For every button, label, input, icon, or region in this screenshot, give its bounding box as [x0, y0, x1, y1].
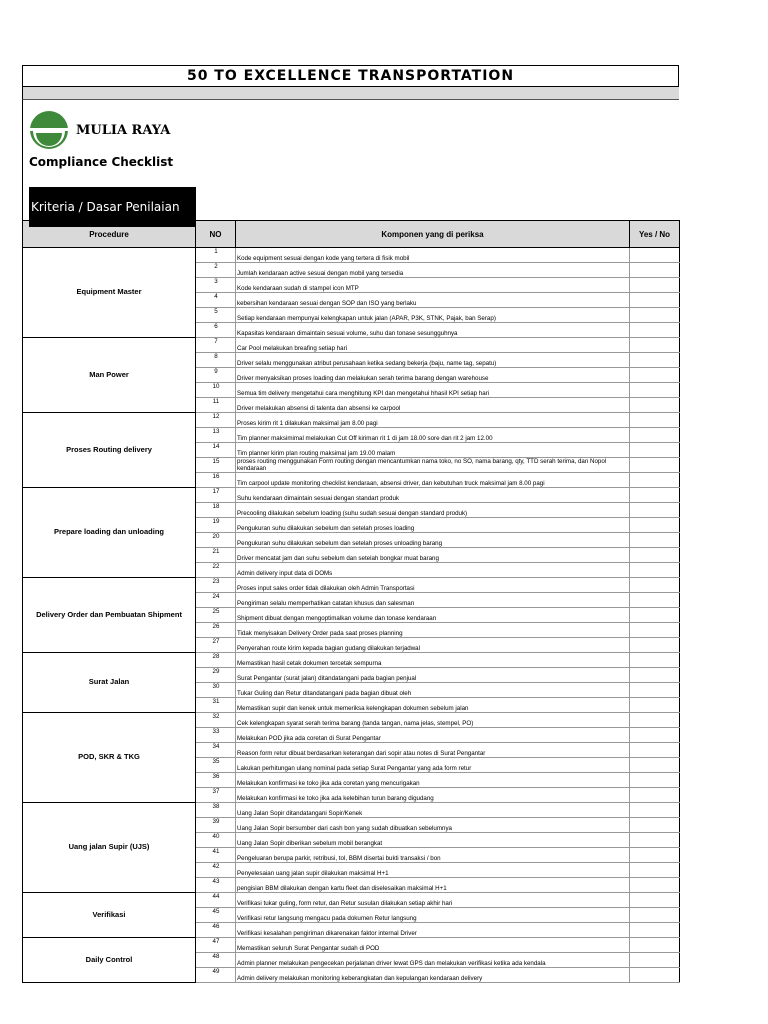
item-number: 2 [196, 263, 236, 278]
yes-no-cell[interactable] [630, 653, 680, 668]
item-number: 39 [196, 818, 236, 833]
item-description: Memastikan supir dan kenek untuk memeriksa kelengkapan dokumen sebelum jalan [236, 698, 630, 713]
item-description: Pengiriman selalu memperhatikan catatan khusus dan salesman [236, 593, 630, 608]
item-description: Reason form retur dibuat berdasarkan keterangan dari sopir atau notes di Surat Pengantar [236, 743, 630, 758]
yes-no-cell[interactable] [630, 578, 680, 593]
criteria-label: Kriteria / Dasar Penilaian [29, 187, 196, 227]
column-header-yes-no: Yes / No [630, 221, 680, 248]
yes-no-cell[interactable] [630, 803, 680, 818]
yes-no-cell[interactable] [630, 263, 680, 278]
item-number: 23 [196, 578, 236, 593]
yes-no-cell[interactable] [630, 878, 680, 893]
item-number: 49 [196, 968, 236, 983]
item-description: Jumlah kendaraan active sesuai dengan mobil yang tersedia [236, 263, 630, 278]
item-number: 11 [196, 398, 236, 413]
item-description: Driver selalu menggunakan atribut perusahaan ketika sedang bekerja (baju, name tag, sepatu) [236, 353, 630, 368]
table-row [23, 938, 680, 953]
item-number: 10 [196, 383, 236, 398]
item-number: 1 [196, 248, 236, 263]
item-description: Memastikan seluruh Surat Pengantar sudah di POD [236, 938, 630, 953]
yes-no-cell[interactable] [630, 443, 680, 458]
yes-no-cell[interactable] [630, 248, 680, 263]
table-row [23, 713, 680, 728]
checklist-sheet [22, 65, 679, 983]
item-description: Penyelesaian uang jalan supir dilakukan maksimal H+1 [236, 863, 630, 878]
item-number: 29 [196, 668, 236, 683]
item-number: 30 [196, 683, 236, 698]
item-number: 42 [196, 863, 236, 878]
item-number: 20 [196, 533, 236, 548]
table-row [23, 803, 680, 818]
table-row [23, 578, 680, 593]
procedure-cell: Prepare loading dan unloading [23, 488, 196, 578]
yes-no-cell[interactable] [630, 293, 680, 308]
item-number: 37 [196, 788, 236, 803]
yes-no-cell[interactable] [630, 518, 680, 533]
procedure-cell: Proses Routing delivery [23, 413, 196, 488]
item-description: Proses input sales order tidak dilakukan oleh Admin Transportasi [236, 578, 630, 593]
item-number: 26 [196, 623, 236, 638]
item-number: 25 [196, 608, 236, 623]
yes-no-cell[interactable] [630, 488, 680, 503]
item-number: 45 [196, 908, 236, 923]
item-number: 14 [196, 443, 236, 458]
item-description: Admin delivery melakukan monitoring keberangkatan dan kepulangan kendaraan delivery [236, 968, 630, 983]
item-description: pengisian BBM dilakukan dengan kartu fleet dan diselesaikan maksimal H+1 [236, 878, 630, 893]
item-number: 8 [196, 353, 236, 368]
yes-no-cell[interactable] [630, 278, 680, 293]
item-number: 46 [196, 923, 236, 938]
yes-no-cell[interactable] [630, 848, 680, 863]
item-description: Pengukuran suhu dilakukan sebelum dan setelah proses loading [236, 518, 630, 533]
item-description: Shipment dibuat dengan mengoptimalkan volume dan tonase kendaraan [236, 608, 630, 623]
title-divider [22, 86, 679, 100]
item-number: 34 [196, 743, 236, 758]
sheet-title: 50 TO EXCELLENCE TRANSPORTATION [22, 65, 679, 86]
yes-no-cell[interactable] [630, 863, 680, 878]
item-number: 44 [196, 893, 236, 908]
yes-no-cell[interactable] [630, 833, 680, 848]
yes-no-cell[interactable] [630, 638, 680, 653]
item-number: 3 [196, 278, 236, 293]
column-header-procedure: Procedure [23, 221, 196, 248]
item-description: proses routing menggunakan Form routing dengan mencantumkan nama toko, no SO, nama barang, qty, TTD serah terima, dan Nopol kendaraan [236, 458, 630, 473]
item-description: Driver menyaksikan proses loading dan melakukan serah terima barang dengan warehouse [236, 368, 630, 383]
item-description: Melakukan konfirmasi ke toko jika ada kelebihan turun barang digudang [236, 788, 630, 803]
yes-no-cell[interactable] [630, 533, 680, 548]
yes-no-cell[interactable] [630, 938, 680, 953]
header-area [22, 100, 679, 220]
table-row [23, 338, 680, 353]
item-description: kebersihan kendaraan sesuai dengan SOP dan ISO yang berlaku [236, 293, 630, 308]
item-description: Setiap kendaraan mempunyai kelengkapan untuk jalan (APAR, P3K, STNK, Pajak, ban Serap) [236, 308, 630, 323]
item-number: 21 [196, 548, 236, 563]
yes-no-cell[interactable] [630, 608, 680, 623]
yes-no-cell[interactable] [630, 743, 680, 758]
yes-no-cell[interactable] [630, 503, 680, 518]
procedure-cell: Man Power [23, 338, 196, 413]
yes-no-cell[interactable] [630, 683, 680, 698]
item-number: 47 [196, 938, 236, 953]
yes-no-cell[interactable] [630, 398, 680, 413]
item-description: Tim planner kirim plan routing maksimal jam 19.00 malam [236, 443, 630, 458]
item-description: Uang Jalan Sopir bersumber dari cash bon yang sudah dibuatkan sebelumnya [236, 818, 630, 833]
item-description: Penyerahan route kirim kepada bagian gudang dilakukan terjadwal [236, 638, 630, 653]
checklist-subtitle: Compliance Checklist [29, 155, 174, 169]
item-description: Kode kendaraan sudah di stampel icon MTP [236, 278, 630, 293]
item-description: Melakukan POD jika ada coretan di Surat Pengantar [236, 728, 630, 743]
yes-no-cell[interactable] [630, 458, 680, 473]
item-description: Proses kirim rit 1 dilakukan maksimal jam 8.00 pagi [236, 413, 630, 428]
yes-no-cell[interactable] [630, 308, 680, 323]
item-number: 36 [196, 773, 236, 788]
item-description: Driver melakukan absensi di talenta dan absensi ke carpool [236, 398, 630, 413]
yes-no-cell[interactable] [630, 728, 680, 743]
item-description: Verifikasi tukar guling, form retur, dan Retur susulan dilakukan setiap akhir hari [236, 893, 630, 908]
column-header-component: Komponen yang di periksa [236, 221, 630, 248]
column-header-no: NO [196, 221, 236, 248]
item-number: 22 [196, 563, 236, 578]
item-description: Semua tim delivery mengetahui cara menghitung KPI dan mengetahui hhasil KPI setiap hari [236, 383, 630, 398]
item-number: 28 [196, 653, 236, 668]
yes-no-cell[interactable] [630, 818, 680, 833]
table-row [23, 248, 680, 263]
item-description: Verifikasi retur langsung mengacu pada dokumen Retur langsung [236, 908, 630, 923]
item-number: 17 [196, 488, 236, 503]
item-description: Tim carpool update monitoring checklist kendaraan, absensi driver, dan kebutuhan truck maksimal jam 8.00 pagi [236, 473, 630, 488]
table-row [23, 893, 680, 908]
yes-no-cell[interactable] [630, 893, 680, 908]
item-number: 35 [196, 758, 236, 773]
item-number: 40 [196, 833, 236, 848]
yes-no-cell[interactable] [630, 338, 680, 353]
item-number: 13 [196, 428, 236, 443]
item-description: Tim planner maksimimal melakukan Cut Off kiriman rit 1 di jam 18.00 sore dan rit 2 jam 12.00 [236, 428, 630, 443]
procedure-cell: Surat Jalan [23, 653, 196, 713]
item-description: Uang Jalan Sopir diberikan sebelum mobil berangkat [236, 833, 630, 848]
yes-no-cell[interactable] [630, 563, 680, 578]
table-body [23, 248, 680, 983]
item-description: Surat Pengantar (surat jalan) ditandatangani pada bagian penjual [236, 668, 630, 683]
item-number: 19 [196, 518, 236, 533]
yes-no-cell[interactable] [630, 548, 680, 563]
yes-no-cell[interactable] [630, 698, 680, 713]
item-number: 38 [196, 803, 236, 818]
item-number: 15 [196, 458, 236, 473]
item-number: 6 [196, 323, 236, 338]
item-description: Verifikasi kesalahan pengiriman dikarenakan faktor internal Driver [236, 923, 630, 938]
yes-no-cell[interactable] [630, 758, 680, 773]
yes-no-cell[interactable] [630, 773, 680, 788]
yes-no-cell[interactable] [630, 323, 680, 338]
item-description: Tukar Guling dan Retur ditandatangani pada bagian dibuat oleh [236, 683, 630, 698]
company-logo-icon [29, 110, 69, 150]
yes-no-cell[interactable] [630, 368, 680, 383]
procedure-cell: Daily Control [23, 938, 196, 983]
item-number: 48 [196, 953, 236, 968]
yes-no-cell[interactable] [630, 713, 680, 728]
item-description: Melakukan konfirmasi ke toko jika ada coretan yang mencurigakan [236, 773, 630, 788]
item-description: Tidak menyisakan Delivery Order pada saat proses planning [236, 623, 630, 638]
yes-no-cell[interactable] [630, 923, 680, 938]
yes-no-cell[interactable] [630, 908, 680, 923]
company-name: MULIA RAYA [76, 123, 171, 138]
item-number: 18 [196, 503, 236, 518]
item-number: 33 [196, 728, 236, 743]
item-description: Cek kelengkapan syarat serah terima barang (tanda tangan, nama jelas, stempel, PO) [236, 713, 630, 728]
item-description: Admin planner melakukan pengecekan perjalanan driver lewat GPS dan melakukan verifikasi ketika ada kendala [236, 953, 630, 968]
item-description: Memastikan hasil cetak dokumen tercetak sempurna [236, 653, 630, 668]
yes-no-cell[interactable] [630, 428, 680, 443]
item-number: 24 [196, 593, 236, 608]
item-description: Kode equipment sesuai dengan kode yang tertera di fisik mobil [236, 248, 630, 263]
item-description: Lakukan perhitungan ulang nominal pada setiap Surat Pengantar yang ada form retur [236, 758, 630, 773]
item-description: Precooling dilakukan sebelum loading (suhu sudah sesuai dengan standard produk) [236, 503, 630, 518]
item-description: Pengukuran suhu dilakukan sebelum dan setelah proses unloading barang [236, 533, 630, 548]
item-number: 4 [196, 293, 236, 308]
checklist-table [22, 220, 680, 983]
procedure-cell: POD, SKR & TKG [23, 713, 196, 803]
yes-no-cell[interactable] [630, 473, 680, 488]
item-number: 16 [196, 473, 236, 488]
item-description: Suhu kendaraan dimaintain sesuai dengan standart produk [236, 488, 630, 503]
item-description: Driver mencatat jam dan suhu sebelum dan setelah bongkar muat barang [236, 548, 630, 563]
procedure-cell: Verifikasi [23, 893, 196, 938]
yes-no-cell[interactable] [630, 383, 680, 398]
item-description: Uang Jalan Sopir ditandatangani Sopir/Kenek [236, 803, 630, 818]
yes-no-cell[interactable] [630, 623, 680, 638]
yes-no-cell[interactable] [630, 788, 680, 803]
procedure-cell: Equipment Master [23, 248, 196, 338]
item-number: 7 [196, 338, 236, 353]
item-number: 12 [196, 413, 236, 428]
item-number: 27 [196, 638, 236, 653]
item-number: 41 [196, 848, 236, 863]
yes-no-cell[interactable] [630, 353, 680, 368]
item-number: 32 [196, 713, 236, 728]
table-row [23, 653, 680, 668]
item-number: 9 [196, 368, 236, 383]
yes-no-cell[interactable] [630, 413, 680, 428]
item-number: 43 [196, 878, 236, 893]
table-row [23, 488, 680, 503]
item-description: Kapasitas kendaraan dimaintain sesuai volume, suhu dan tonase sesungguhnya [236, 323, 630, 338]
yes-no-cell[interactable] [630, 968, 680, 983]
procedure-cell: Delivery Order dan Pembuatan Shipment [23, 578, 196, 653]
yes-no-cell[interactable] [630, 593, 680, 608]
table-row [23, 413, 680, 428]
item-description: Pengeluaran berupa parkir, retribusi, tol, BBM disertai bukti transaksi / bon [236, 848, 630, 863]
yes-no-cell[interactable] [630, 668, 680, 683]
item-number: 31 [196, 698, 236, 713]
item-number: 5 [196, 308, 236, 323]
yes-no-cell[interactable] [630, 953, 680, 968]
procedure-cell: Uang jalan Supir (UJS) [23, 803, 196, 893]
item-description: Car Pool melakukan breafing setiap hari [236, 338, 630, 353]
item-description: Admin delivery input data di DOMs [236, 563, 630, 578]
